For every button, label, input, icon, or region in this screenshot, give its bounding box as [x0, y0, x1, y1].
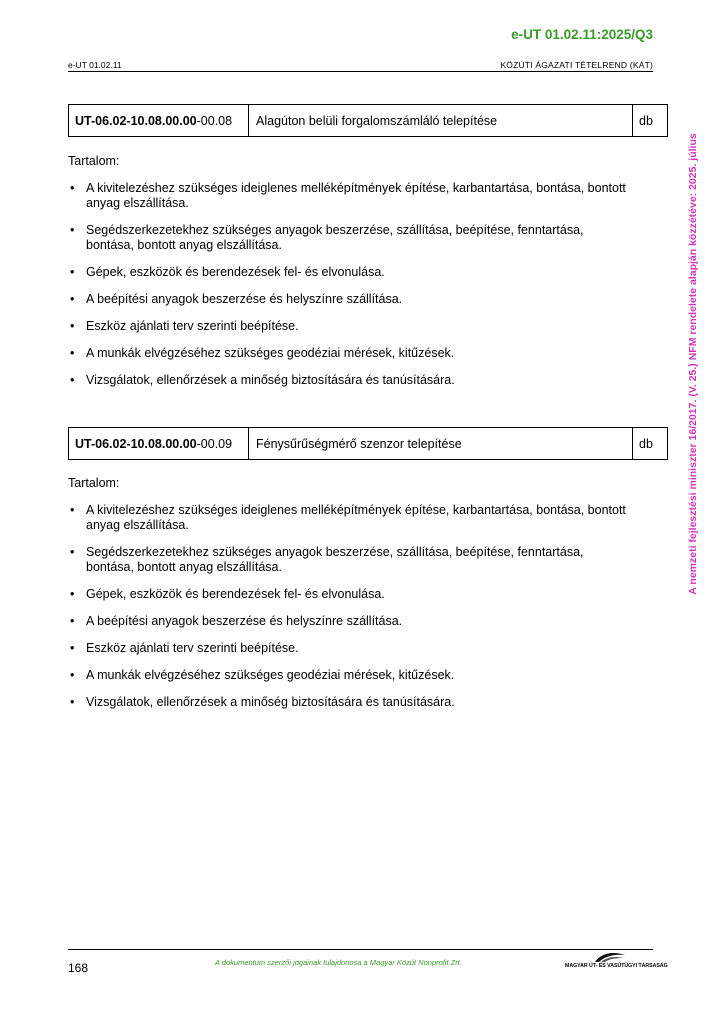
- company-logo: [565, 951, 668, 973]
- side-publication-note: [685, 96, 701, 631]
- item-unit: db: [639, 113, 653, 128]
- list-item: • Eszköz ajánlati terv szerinti beépítése.: [68, 319, 628, 334]
- content-list: [68, 181, 628, 400]
- list-item: • Eszköz ajánlati terv szerinti beépítése.: [68, 641, 628, 656]
- list-item: • Gépek, eszközök és berendezések fel- és elvonulása.: [68, 265, 628, 280]
- page-number: 168: [68, 961, 89, 975]
- item-header-table: [68, 104, 668, 137]
- list-item: • A munkák elvégzéséhez szükséges geodéziai mérések, kitűzések.: [68, 668, 628, 683]
- item-code: [69, 105, 249, 136]
- road-swoosh-logo-icon: [593, 951, 627, 963]
- content-list: [68, 503, 628, 722]
- side-note-text: A nemzeti fejlesztési miniszter 16/2017. (V. 25.) NFM rendelete alapján közzétéve: 2025. július: [687, 132, 699, 595]
- item-code-main: UT-06.02-10.08.00.00: [75, 113, 197, 128]
- copyright-note: A dokumentum szerzői jogainak tulajdonosa a Magyar Közút Nonprofit Zrt.: [215, 958, 462, 967]
- item-code-suffix: -00.09: [196, 436, 233, 451]
- list-item: • A beépítési anyagok beszerzése és helyszínre szállítása.: [68, 614, 628, 629]
- list-item: • Vizsgálatok, ellenőrzések a minőség biztosítására és tanúsítására.: [68, 695, 628, 710]
- item-title: Alagúton belüli forgalomszámláló telepítése: [249, 105, 633, 136]
- list-item: • A kivitelezéshez szükséges ideiglenes melléképítmények építése, karbantartása, bontása, bontott anyag elszállítása.: [68, 503, 628, 533]
- content-label: Tartalom:: [68, 154, 120, 168]
- item-title: Fénysűrűségmérő szenzor telepítése: [249, 428, 633, 459]
- document-code: e-UT 01.02.11:2025/Q3: [511, 27, 653, 42]
- list-item: • Segédszerkezetekhez szükséges anyagok beszerzése, szállítása, beépítése, fenntartása, bontása, bontott anyag elszállítása.: [68, 545, 628, 575]
- content-label: Tartalom:: [68, 476, 120, 490]
- item-header-table: [68, 427, 668, 460]
- list-item: • A beépítési anyagok beszerzése és helyszínre szállítása.: [68, 292, 628, 307]
- list-item: • Vizsgálatok, ellenőrzések a minőség biztosítására és tanúsítására.: [68, 373, 628, 388]
- list-item: • Gépek, eszközök és berendezések fel- és elvonulása.: [68, 587, 628, 602]
- list-item: • A munkák elvégzéséhez szükséges geodéziai mérések, kitűzések.: [68, 346, 628, 361]
- footer-divider: [68, 949, 653, 950]
- header-right: KÖZÚTI ÁGAZATI TÉTELREND (KÁT): [500, 60, 653, 70]
- header-left: e-UT 01.02.11: [68, 60, 122, 70]
- logo-text: MAGYAR ÚT- ÉS VASÚTÜGYI TÁRSASÁG: [565, 963, 668, 969]
- item-code-main: UT-06.02-10.08.00.00: [75, 436, 197, 451]
- item-unit: db: [639, 436, 653, 451]
- list-item: • A kivitelezéshez szükséges ideiglenes melléképítmények építése, karbantartása, bontása, bontott anyag elszállítása.: [68, 181, 628, 211]
- item-code-suffix: -00.08: [196, 113, 233, 128]
- item-code: [69, 428, 249, 459]
- list-item: • Segédszerkezetekhez szükséges anyagok beszerzése, szállítása, beépítése, fenntartása, bontása, bontott anyag elszállítása.: [68, 223, 628, 253]
- header-divider: [68, 71, 653, 72]
